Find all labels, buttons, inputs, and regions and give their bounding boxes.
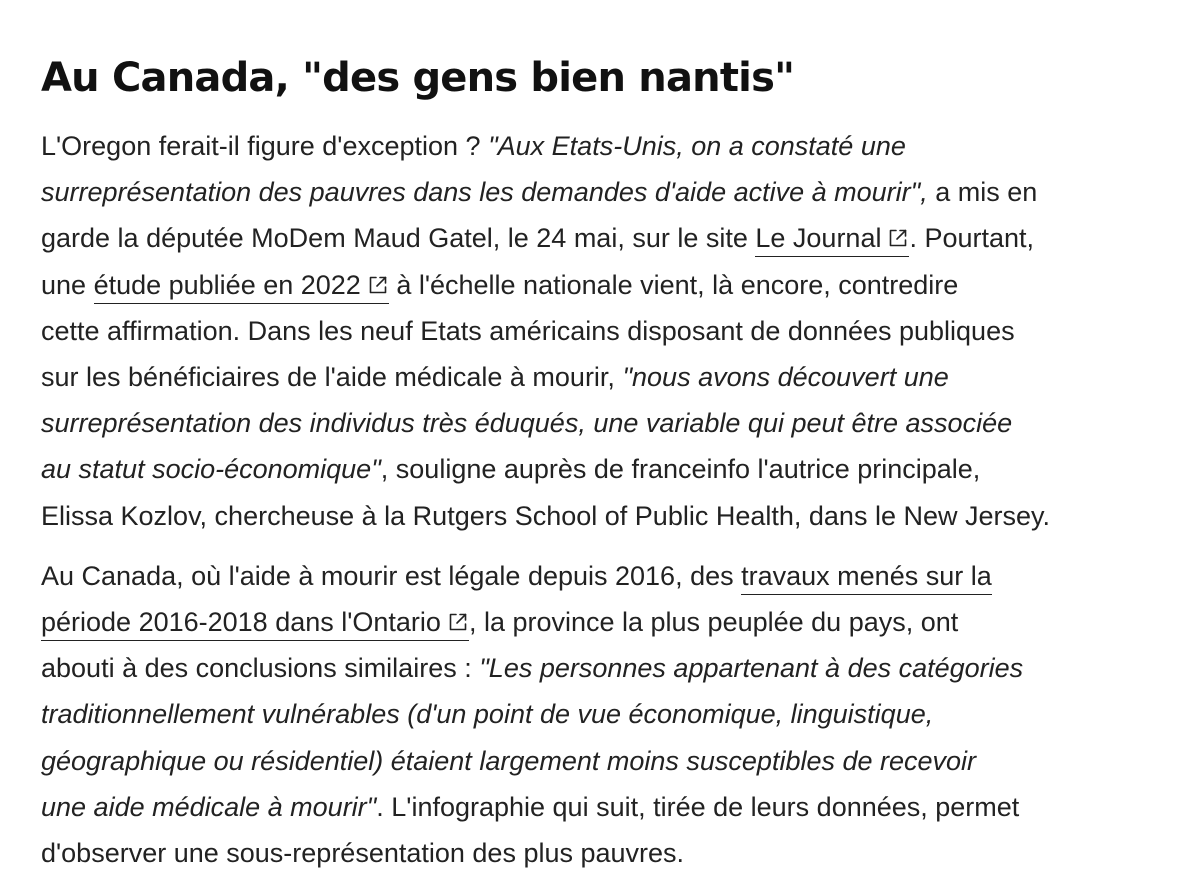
text-line <box>41 400 1191 446</box>
quote: au statut socio-économique" <box>41 454 381 485</box>
text-line: au statut socio-économique", souligne auprès de franceinfo l'autrice principale, <box>41 454 981 485</box>
paragraph-oregon <box>41 123 1191 539</box>
text-line <box>41 691 1191 737</box>
external-link-icon <box>447 611 469 633</box>
link-travaux-ontario[interactable]: travaux menés sur la <box>741 561 992 595</box>
text-line: sur les bénéficiaires de l'aide médicale à mourir, "nous avons découvert une <box>41 362 949 393</box>
quote: "nous avons découvert une <box>622 362 949 393</box>
quote: surreprésentation des individus très éduqués, une variable qui peut être associée <box>41 408 1013 439</box>
text-line: surreprésentation des pauvres dans les demandes d'aide active à mourir", a mis en <box>41 177 1038 208</box>
text-line: Au Canada, où l'aide à mourir est légale depuis 2016, des travaux menés sur la <box>41 553 1191 599</box>
quote: "Aux Etats-Unis, on a constaté une <box>488 131 906 161</box>
article-body <box>41 0 1191 876</box>
link-travaux-ontario[interactable]: période 2016-2018 dans l'Ontario <box>41 607 469 641</box>
text-line: une étude publiée en 2022 à l'échelle nationale vient, là encore, contredire <box>41 262 1191 308</box>
text-line <box>41 738 1191 784</box>
link-etude-2022[interactable]: étude publiée en 2022 <box>94 270 389 304</box>
quote: surreprésentation des pauvres dans les demandes d'aide active à mourir", <box>41 177 928 208</box>
external-link-icon <box>367 274 389 296</box>
quote: "Les personnes appartenant à des catégories <box>479 653 1024 684</box>
text-line: cette affirmation. Dans les neuf Etats américains disposant de données publiques <box>41 315 1015 346</box>
quote: une aide médicale à mourir" <box>41 791 377 822</box>
text-line: d'observer une sous-représentation des plus pauvres. <box>41 838 685 869</box>
text-line: L'Oregon ferait-il figure d'exception ? "Aux Etats-Unis, on a constaté une <box>41 131 906 161</box>
text-line: garde la députée MoDem Maud Gatel, le 24 mai, sur le site Le Journal . Pourtant, <box>41 215 1191 261</box>
external-link-icon <box>887 227 909 249</box>
text-line: période 2016-2018 dans l'Ontario , la province la plus peuplée du pays, ont <box>41 599 1191 645</box>
quote: géographique ou résidentiel) étaient largement moins susceptibles de recevoir <box>41 745 977 776</box>
link-le-journal[interactable]: Le Journal <box>755 223 909 257</box>
text-line: abouti à des conclusions similaires : "Les personnes appartenant à des catégories <box>41 653 1024 684</box>
section-heading: Au Canada, "des gens bien nantis" <box>41 55 795 101</box>
quote: traditionnellement vulnérables (d'un point de vue économique, linguistique, <box>41 699 934 730</box>
text-line: Elissa Kozlov, chercheuse à la Rutgers School of Public Health, dans le New Jersey. <box>41 500 1050 531</box>
text-line: une aide médicale à mourir". L'infographie qui suit, tirée de leurs données, permet <box>41 791 1020 822</box>
paragraph-canada <box>41 553 1191 876</box>
